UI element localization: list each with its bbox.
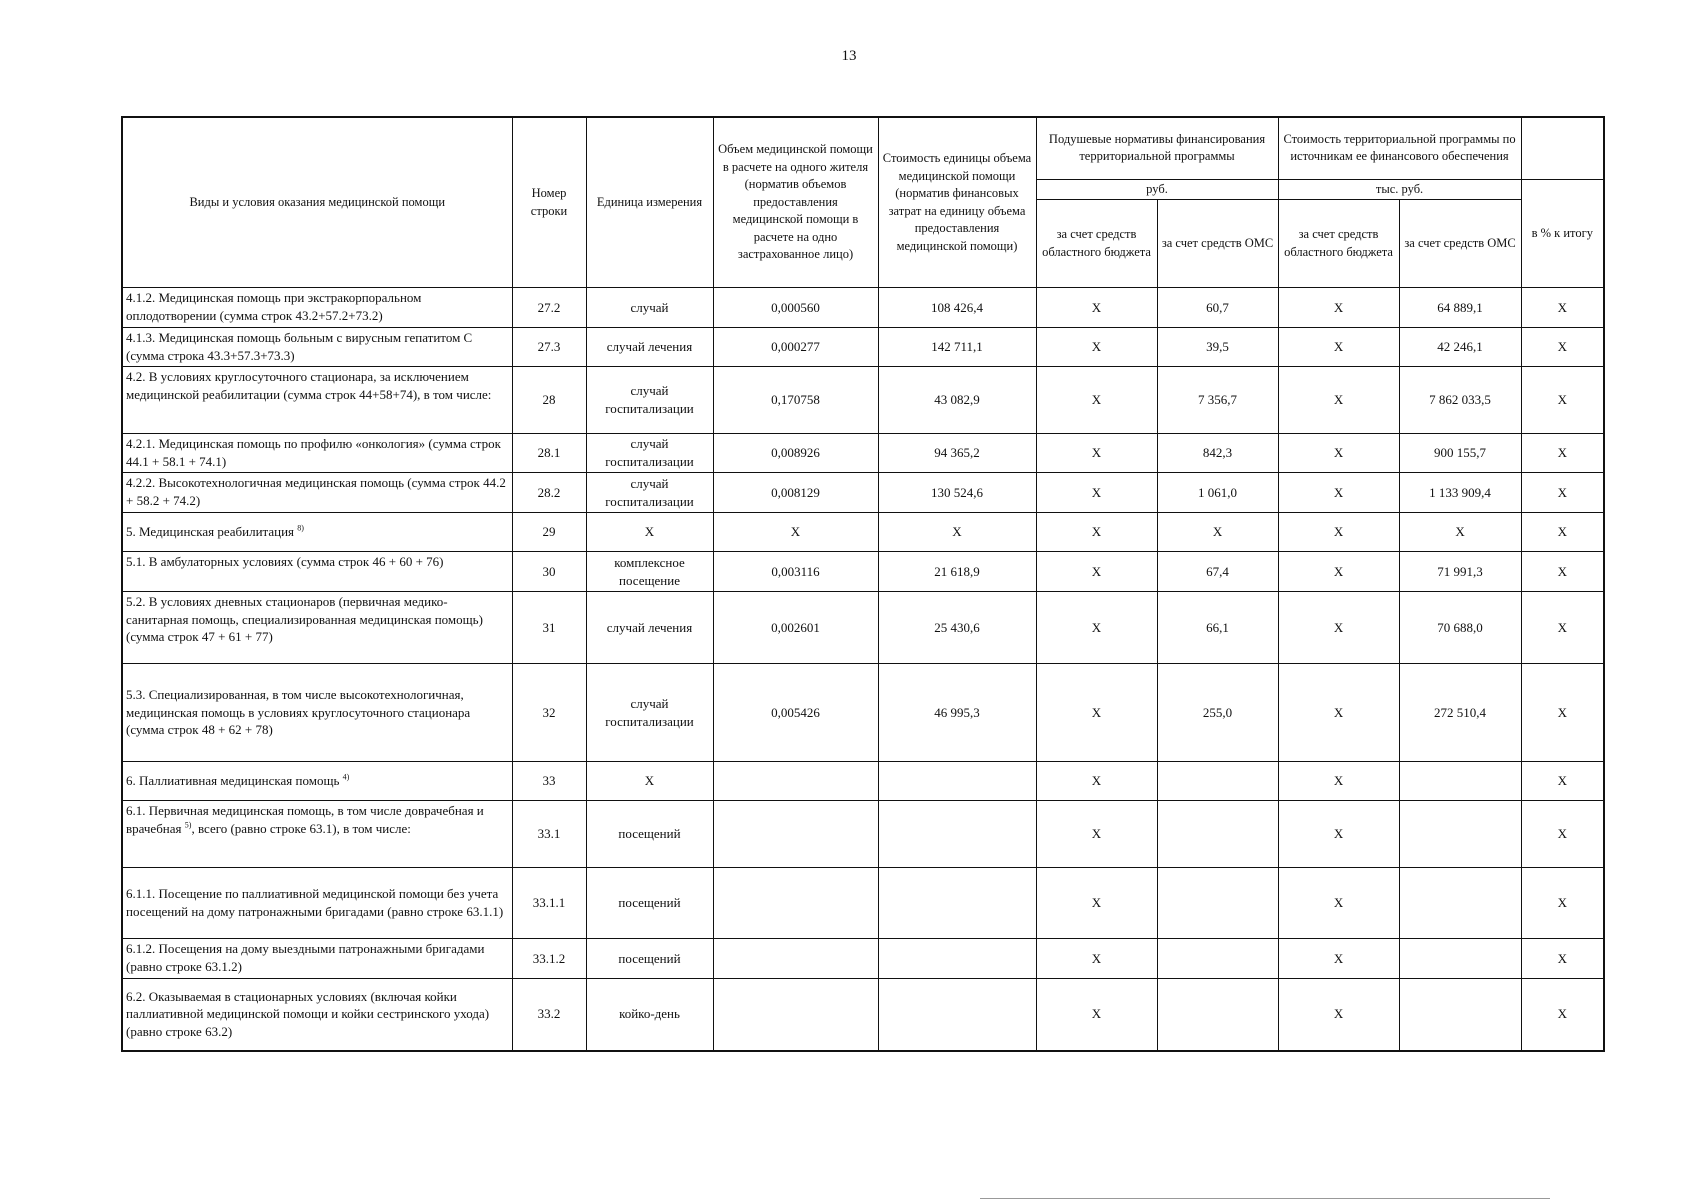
row-tp-oms [1399, 939, 1521, 979]
row-number: 31 [512, 592, 586, 664]
row-number: 33.1.1 [512, 868, 586, 939]
row-tp-oms: 70 688,0 [1399, 592, 1521, 664]
header-pc-oms: за счет средств ОМС [1157, 200, 1278, 288]
row-name [122, 801, 512, 868]
row-pc-oms: 39,5 [1157, 328, 1278, 367]
row-cost: 43 082,9 [878, 367, 1036, 434]
row-tp-oms: X [1399, 513, 1521, 552]
row-volume: 0,000277 [713, 328, 878, 367]
table-row [122, 513, 1604, 552]
row-unit: посещений [586, 801, 713, 868]
row-pc-oms: 255,0 [1157, 664, 1278, 762]
footnote-mark: 8) [297, 523, 304, 533]
row-number: 28.1 [512, 434, 586, 473]
table-row [122, 801, 1604, 868]
row-pc-oms: 842,3 [1157, 434, 1278, 473]
row-volume: 0,005426 [713, 664, 878, 762]
row-cost [878, 762, 1036, 801]
row-pc-oms: 66,1 [1157, 592, 1278, 664]
row-number: 29 [512, 513, 586, 552]
row-unit: случай [586, 288, 713, 328]
row-unit: случай лечения [586, 328, 713, 367]
row-tp-oms: 71 991,3 [1399, 552, 1521, 592]
row-pc-budget: X [1036, 801, 1157, 868]
table-row [122, 328, 1604, 367]
header-cost: Стоимость единицы объема медицинской помощи (норматив финансовых затрат на единицу объема предоставления медицинской помощи) [878, 117, 1036, 288]
header-unit-thousand-rub: тыс. руб. [1278, 179, 1521, 200]
header-row-number: Номер строки [512, 117, 586, 288]
table-row [122, 434, 1604, 473]
header-unit: Единица измерения [586, 117, 713, 288]
row-name: 6.2. Оказываемая в стационарных условиях (включая койки паллиативной медицинской помощи и койки сестринского ухода) (равно строке 63.2) [122, 979, 512, 1051]
scan-edge-line [980, 1198, 1550, 1199]
row-volume: 0,000560 [713, 288, 878, 328]
row-name: 4.1.2. Медицинская помощь при экстракорпоральном оплодотворении (сумма строк 43.2+57.2+73.2) [122, 288, 512, 328]
row-name: 5.2. В условиях дневных стационаров (первичная медико-санитарная помощь, специализированная медицинская помощь) (сумма строк 47 + 61 + 77) [122, 592, 512, 664]
table-body [122, 288, 1604, 1051]
row-tp-budget: X [1278, 979, 1399, 1051]
row-unit: случай госпитализации [586, 434, 713, 473]
row-percent: X [1521, 762, 1604, 801]
header-percent: в % к итогу [1521, 179, 1604, 288]
row-number: 33 [512, 762, 586, 801]
row-percent: X [1521, 288, 1604, 328]
header-name: Виды и условия оказания медицинской помощи [122, 117, 512, 288]
row-number: 27.3 [512, 328, 586, 367]
row-volume [713, 939, 878, 979]
row-name: 5.1. В амбулаторных условиях (сумма строк 46 + 60 + 76) [122, 552, 512, 592]
row-volume: 0,003116 [713, 552, 878, 592]
row-pc-oms: 7 356,7 [1157, 367, 1278, 434]
row-number: 28.2 [512, 473, 586, 513]
row-pc-budget: X [1036, 513, 1157, 552]
row-pc-oms: X [1157, 513, 1278, 552]
row-percent: X [1521, 513, 1604, 552]
row-pc-oms: 67,4 [1157, 552, 1278, 592]
row-cost: 46 995,3 [878, 664, 1036, 762]
row-tp-oms: 64 889,1 [1399, 288, 1521, 328]
header-empty [1521, 117, 1604, 179]
row-pc-oms [1157, 979, 1278, 1051]
row-tp-budget: X [1278, 328, 1399, 367]
row-number: 28 [512, 367, 586, 434]
table-row [122, 367, 1604, 434]
row-percent: X [1521, 367, 1604, 434]
row-unit: случай госпитализации [586, 473, 713, 513]
row-pc-oms: 60,7 [1157, 288, 1278, 328]
row-volume: 0,008129 [713, 473, 878, 513]
row-name-text: 5. Медицинская реабилитация [126, 524, 295, 540]
table-row [122, 762, 1604, 801]
row-percent: X [1521, 979, 1604, 1051]
page-number: 13 [841, 48, 857, 64]
row-cost: 130 524,6 [878, 473, 1036, 513]
table-row [122, 552, 1604, 592]
header-program-cost: Стоимость территориальной программы по источникам ее финансового обеспечения [1278, 117, 1521, 179]
row-unit: случай лечения [586, 592, 713, 664]
row-tp-oms: 272 510,4 [1399, 664, 1521, 762]
row-name: 4.2. В условиях круглосуточного стационара, за исключением медицинской реабилитации (сумма строк 44+58+74), в том числе: [122, 367, 512, 434]
row-volume: 0,170758 [713, 367, 878, 434]
row-tp-oms [1399, 868, 1521, 939]
row-pc-budget: X [1036, 762, 1157, 801]
row-number: 27.2 [512, 288, 586, 328]
row-tp-oms [1399, 762, 1521, 801]
row-percent: X [1521, 801, 1604, 868]
row-percent: X [1521, 664, 1604, 762]
row-unit: посещений [586, 939, 713, 979]
header-per-capita: Подушевые нормативы финансирования территориальной программы [1036, 117, 1278, 179]
row-tp-budget: X [1278, 473, 1399, 513]
row-pc-oms [1157, 939, 1278, 979]
row-tp-budget: X [1278, 434, 1399, 473]
row-pc-budget: X [1036, 288, 1157, 328]
row-cost: 94 365,2 [878, 434, 1036, 473]
row-cost [878, 939, 1036, 979]
row-unit: посещений [586, 868, 713, 939]
row-tp-oms: 900 155,7 [1399, 434, 1521, 473]
row-pc-oms: 1 061,0 [1157, 473, 1278, 513]
row-pc-budget: X [1036, 367, 1157, 434]
row-volume: 0,008926 [713, 434, 878, 473]
row-unit: койко-день [586, 979, 713, 1051]
row-percent: X [1521, 473, 1604, 513]
row-name [122, 513, 512, 552]
row-pc-oms [1157, 762, 1278, 801]
row-unit: X [586, 762, 713, 801]
row-tp-budget: X [1278, 367, 1399, 434]
row-name-text: 6.1. Первичная медицинская помощь, в том числе доврачебная и врачебная [126, 803, 484, 836]
row-cost: 21 618,9 [878, 552, 1036, 592]
row-cost: 108 426,4 [878, 288, 1036, 328]
table-row [122, 664, 1604, 762]
financing-table [121, 116, 1605, 1052]
row-name-text: 6. Паллиативная медицинская помощь [126, 773, 340, 789]
row-tp-budget: X [1278, 664, 1399, 762]
row-pc-budget: X [1036, 939, 1157, 979]
row-unit: комплексное посещение [586, 552, 713, 592]
table-row [122, 473, 1604, 513]
row-tp-budget: X [1278, 762, 1399, 801]
row-tp-budget: X [1278, 592, 1399, 664]
row-volume: X [713, 513, 878, 552]
footnote-mark: 4) [342, 772, 350, 782]
table-header [122, 117, 1604, 288]
row-name: 6.1.1. Посещение по паллиативной медицинской помощи без учета посещений на дому патронажными бригадами (равно строке 63.1.1) [122, 868, 512, 939]
row-volume [713, 979, 878, 1051]
row-volume [713, 801, 878, 868]
row-cost [878, 801, 1036, 868]
row-name: 4.1.3. Медицинская помощь больным с вирусным гепатитом С (сумма строка 43.3+57.3+73.3) [122, 328, 512, 367]
row-pc-budget: X [1036, 664, 1157, 762]
row-number: 33.2 [512, 979, 586, 1051]
header-tp-budget: за счет средств областного бюджета [1278, 200, 1399, 288]
row-volume: 0,002601 [713, 592, 878, 664]
row-pc-budget: X [1036, 868, 1157, 939]
row-number: 30 [512, 552, 586, 592]
row-unit: X [586, 513, 713, 552]
row-name: 5.3. Специализированная, в том числе высокотехнологичная, медицинская помощь в условиях круглосуточного стационара (сумма строк 48 + 62 + 78) [122, 664, 512, 762]
row-unit: случай госпитализации [586, 367, 713, 434]
row-name: 6.1.2. Посещения на дому выездными патронажными бригадами (равно строке 63.1.2) [122, 939, 512, 979]
row-pc-oms [1157, 868, 1278, 939]
footnote-mark: 5) [184, 820, 192, 830]
row-tp-oms [1399, 979, 1521, 1051]
row-tp-budget: X [1278, 513, 1399, 552]
row-pc-budget: X [1036, 979, 1157, 1051]
row-cost [878, 979, 1036, 1051]
row-tp-budget: X [1278, 868, 1399, 939]
row-percent: X [1521, 592, 1604, 664]
row-cost: 25 430,6 [878, 592, 1036, 664]
row-tp-budget: X [1278, 939, 1399, 979]
row-name: 4.2.1. Медицинская помощь по профилю «онкология» (сумма строк 44.1 + 58.1 + 74.1) [122, 434, 512, 473]
table-row [122, 979, 1604, 1051]
row-name: 4.2.2. Высокотехнологичная медицинская помощь (сумма строк 44.2 + 58.2 + 74.2) [122, 473, 512, 513]
table-row [122, 288, 1604, 328]
row-pc-oms [1157, 801, 1278, 868]
header-unit-rub: руб. [1036, 179, 1278, 200]
row-pc-budget: X [1036, 328, 1157, 367]
row-percent: X [1521, 868, 1604, 939]
row-cost: 142 711,1 [878, 328, 1036, 367]
row-name-tail: , всего (равно строке 63.1), в том числе: [191, 820, 411, 836]
financing-table-container [121, 116, 1603, 1052]
row-tp-budget: X [1278, 288, 1399, 328]
header-pc-budget: за счет средств областного бюджета [1036, 200, 1157, 288]
table-row [122, 939, 1604, 979]
header-tp-oms: за счет средств ОМС [1399, 200, 1521, 288]
row-name [122, 762, 512, 801]
row-tp-oms: 1 133 909,4 [1399, 473, 1521, 513]
row-number: 33.1 [512, 801, 586, 868]
row-number: 32 [512, 664, 586, 762]
row-percent: X [1521, 328, 1604, 367]
row-tp-oms [1399, 801, 1521, 868]
table-row [122, 592, 1604, 664]
row-percent: X [1521, 939, 1604, 979]
row-tp-budget: X [1278, 801, 1399, 868]
row-pc-budget: X [1036, 592, 1157, 664]
row-volume [713, 868, 878, 939]
row-cost: X [878, 513, 1036, 552]
row-pc-budget: X [1036, 434, 1157, 473]
header-volume: Объем медицинской помощи в расчете на одного жителя (норматив объемов предоставления медицинской помощи в расчете на одно застрахованное лицо) [713, 117, 878, 288]
table-row [122, 868, 1604, 939]
row-tp-oms: 42 246,1 [1399, 328, 1521, 367]
row-unit: случай госпитализации [586, 664, 713, 762]
row-number: 33.1.2 [512, 939, 586, 979]
row-tp-budget: X [1278, 552, 1399, 592]
row-cost [878, 868, 1036, 939]
row-pc-budget: X [1036, 552, 1157, 592]
row-percent: X [1521, 434, 1604, 473]
row-pc-budget: X [1036, 473, 1157, 513]
row-volume [713, 762, 878, 801]
row-tp-oms: 7 862 033,5 [1399, 367, 1521, 434]
row-percent: X [1521, 552, 1604, 592]
